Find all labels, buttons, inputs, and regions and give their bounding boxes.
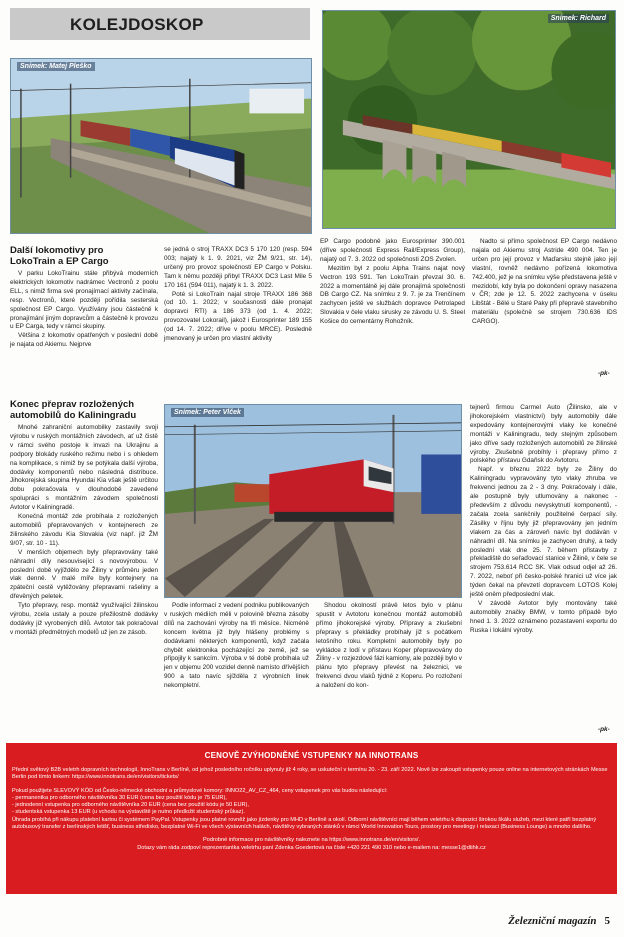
paragraph: V závodě Avtotor byly montovány také automobily značky BMW, v tomto případě bylo hned 1. 3. 2022 oznámeno pozastavení exportu do Ruska i lokální výroby. — [470, 599, 617, 634]
ad-paragraph: Úhrada probíhá při nákupu platební kartou či systémem PayPal. Vstupenky jsou platné rovněž jako jízdenky pro MHD v Berlíně a okolí. Odborní návštěvníci mají během veletrhu k dispozici širokou škálu služeb, mezi které patří bezplatný autobusový transfer z berlínských letišť, business středisko, bezplatné Wi-Fi ve všech výstavních halách, návštěvy vybraných stánků v rámci World Innovation Tours, prostory pro meetingy i relaxaci (Business Lounge) a mnoho dalšího. — [12, 816, 597, 831]
photo-credit: Snímek: Matej Pleško — [17, 62, 95, 71]
author-signature: -pk- — [598, 726, 610, 733]
photo-viaduct — [322, 10, 616, 229]
paragraph: Většina z lokomotiv opatřených v poslední době je najata od Akiemu. Nejprve — [10, 332, 158, 349]
ad-list-item: - studentská vstupenka 13 EUR (u vchodu na výstaviště je nutno předložit studentský průkaz). — [12, 809, 245, 816]
innotrans-ad-box — [6, 743, 617, 894]
magazine-name: Železniční magazín — [508, 915, 597, 927]
ad-paragraph: Podrobné informace pro návštěvníky naleznete na https://www.innotrans.de/en/visitors/. — [202, 837, 421, 844]
paragraph: Mnohé zahraniční automobilky zastavily svoji výrobu v ruských montážních závodech, ať už čistě v rámci svého postoje k invazi na Ukrajinu a podpory blokády ruského režimu nebo i s ohledem na komplikace, s nimiž by se potýkala další výroba, dodávky komponentů nebo následná distribuce. Jihokorejská skupina Hyundai Kia však ještě určitou dobu pokračovala v dlouhodobě zavedené spolupráci s montážním závodem společnosti Avtotor v Kaliningradě. — [10, 424, 158, 512]
paragraph: se jedná o stroj TRAXX DC3 5 170 120 (resp. 594 003; najatý k 1. 9. 2021, viz ŽM 9/21, str. 14), určený pro provoz společností EP Cargo v Polsku. Tam k němu později přibyl TRAXX DC3 Last Mile 5 170 161 (594 011), najatý k 1. 3. 2022. — [164, 246, 312, 289]
photo-credit: Snímek: Richard — [548, 14, 609, 23]
paragraph: Konečná montáž zde probíhala z rozložených automobilů přepravovaných v kontejnerech ze žilinského závodu Kia Slovakia (viz např. již ŽM 9/07, str. 10 - 11). — [10, 513, 158, 547]
article-headline: Další lokomotivy pro LokoTrain a EP Cargo — [10, 245, 109, 267]
paragraph: Mezitím byl z poolu Alpha Trains najat nový Vectron 193 591. Ten LokoTrain převzal 30. 6. 2022 a momentálně jej dále pronajímá společnosti DB Cargo CZ. Na snímku z 9. 7. je za Trenčínem zachycen ještě ve službách dopravce Petrolaped Slovakia v čele vlaku sirusky ze závodu U. S. Steel Košice do cementárny Rohožník. — [320, 264, 465, 326]
ad-paragraph: Přední světový B2B veletrh dopravních technologií, InnoTrans v Berlíně, od jehož posledního ročníku uplynuly již 4 roky, se uskuteční v termínu 20. - 23. září 2022. Nově lze zakoupit vstupenky pouze online na internetových stránkách Messe Berlin pod tímto linkem: https://www.innotrans.de/en/visitors/tickets/ — [12, 767, 608, 781]
paragraph: V menších objemech byly přepravovány také náhradní díly nesouvisející s novovýrobou. V poslední době vyjíždělo ze Žiliny v průměru jeden vlak denně. V malé míře byly kontejnery na zpáteční cestě vytěžovány přepravami rašeliny a dřevěných peletek. — [10, 548, 158, 601]
article-column — [472, 238, 617, 327]
article-column — [470, 404, 617, 636]
photo-container-train — [164, 404, 462, 598]
paragraph: Podle informací z vedení podniku publikovaných v ruských médiích měli v polovině března zásoby dílů na zachování výroby na tři měsíce. Nicméně koncem května již byly hlášeny problémy s dodávkami některých komponentů, když začala chybět elektronika pocházející ze země, jež se připojily k sankcím. Výroba v té době probíhala už jen v objemu 200 vozidel denně namísto dřívějších 900 a tato navíc sjížděla z výrobních linek nekompletní. — [164, 602, 309, 690]
paragraph: Shodou okolností právě letos bylo v plánu spustit v Avtotoru konečnou montáž automobilů přímo jihokorejské výroby. Přípravy a zkušební přepravy s překládky probíhaly již s počátkem letošního roku. Kompletní automobily byly po vykládce z lodí v přístavu Koper přepravovány do Žiliny - v rozjezdové fázi kamiony, ale později bylo v plánu tyto přepravy převést na železnici, ve frekvenci dvou vlaků týdně z Koperu. Po rozložení a naložení do kon- — [316, 602, 462, 690]
paragraph: V parku LokoTrainu stále přibývá moderních elektrických lokomotiv nadrámec Vectronů z poolu ELL, s nimiž firma své pronajímací aktivity začínala, resp. Vectronů, které později pořídila sesterská společnost EP Cargo. Využívány jsou částečně k pronajímání jiným dopravcům a částečně k provozu u EP Carga, tedy v rámci skupiny. — [10, 270, 158, 331]
paragraph: Poté si LokoTrain najal stroje TRAXX 186 368 (od 10. 1. 2022; v současnosti dále pronajat dopravci RTI) a 186 373 (od 1. 4. 2022; provozovatel Lokorail), jakož i Eurosprinter 189 155 (od 14. 7. 2022; dříve v poolu MRCE). Posledně jmenovaný je určen pro vlastní aktivity — [164, 290, 312, 343]
section-banner — [10, 8, 310, 40]
section-title: KOLEJDOSKOP — [70, 15, 204, 34]
article-column — [164, 246, 312, 344]
page-number: 5 — [604, 915, 610, 927]
photo-lokotrain — [10, 58, 312, 234]
article-column — [320, 238, 465, 327]
author-signature: -pk- — [598, 370, 610, 377]
paragraph: Tyto přepravy, resp. montáž využívající žilinskou výrobu, zcela ustaly a pouze přežilostně dodávky dodávky již vyrobených dílů. Avtotor tak pokračoval v montáži předmětných modelů už jen ze zásob. — [10, 602, 158, 636]
article-column — [316, 602, 462, 691]
ad-paragraph: Dotazy vám ráda zodpoví reprezentantka veletrhu paní Zdenka Goedertová na čísle +420 221 490 310 nebo e-mailem na: messe1@dtihk.cz — [137, 844, 486, 851]
ad-list-item: - jednodenní vstupenka pro odborného návštěvníka 20 EUR (cena bez použití kódu je 50 EUR), — [12, 802, 249, 809]
photo-credit: Snímek: Peter Vlček — [171, 408, 244, 417]
ad-title: CENOVĚ ZVÝHODNĚNÉ VSTUPENKY NA INNOTRANS — [204, 751, 419, 760]
paragraph: EP Cargo podobně jako Eurosprinter 390.001 (dříve společnosti Express Rail/Express Group), najatý od 7. 3. 2022 od společnosti ZOS Zvolen. — [320, 238, 465, 263]
ad-paragraph: Pokud použijete SLEVOVÝ KÓD od Česko-německé obchodní a průmyslové komory: INNO22_AV_CZ_464, ceny vstupenek pro vás budou následující: — [12, 787, 388, 794]
article-column — [10, 270, 158, 350]
page-footer — [508, 915, 610, 927]
paragraph: Nadto si přímo společnost EP Cargo nedávno najala od Akiemu stroj Astride 490 004. Ten je určen pro její provoz v Maďarsku stejně jako její vlastní, rovněž nedávno pořízená lokomotiva 742.400, jež je na snímku výše představena ještě v mezidobí, kdy byla po dokončení opravy nasazena v ČR; zde je 12. 5. 2022 zachycena v úseku Libštát - Bělé u Staré Paky při přepravě stavebního materiálu (společně se strojem 730.636 IDS CARGO). — [472, 238, 617, 326]
paragraph: Např. v březnu 2022 byly ze Žiliny do Kaliningradu vypravovány tyto vlaky zhruba ve frekvenci jednou za 2 - 3 dny. Pokračovaly i dále, ale postupně byly utlumovány a nakonec - především z důvodu nevyskytnutí komponentů, - začala zcela sankčnily použitelné čerpací síly. Zásilky v říjnu byly již přepravovány jen jedním vlakem za čas a zároveň navíc byl dodáván v náhradní díl. Na snímku je zachycen druhý, a tedy poslední vlak dne 25. 7. během přistavby z překladiště do seřaďovací stanice v Žilině, v čele se strojem 753.614 RCC SK. Vlak odsud odjel až 26. 7. 2022, neboť při česko-polské hranici už více jak týden čekal na převzetí dopravcem LOTOS Kolej ještě oněm předposlední vlak. — [470, 466, 617, 599]
article-column — [10, 424, 158, 638]
paragraph: tejnerů firmou Carmel Auto (Žilinsko, ale v jihokorejském vlastnictví) byly automobily dále expedovány kontejnerovými vlaky ke konečné montáži v Kaliningradu, tedy stejným způsobem jako dříve sady rozložených automobilů ze žilinské výroby. Zkušebně probíhly i přepravy přímo z polského přístavu Gdaňsk do Avtotoru. — [470, 404, 617, 465]
ad-list-item: - permanentka pro odborného návštěvníka 30 EUR (cena bez použití kódu je 75 EUR), — [12, 794, 227, 801]
article-headline: Konec přeprav rozložených automobilů do Kaliningradu — [10, 399, 137, 421]
article-column — [164, 602, 309, 691]
